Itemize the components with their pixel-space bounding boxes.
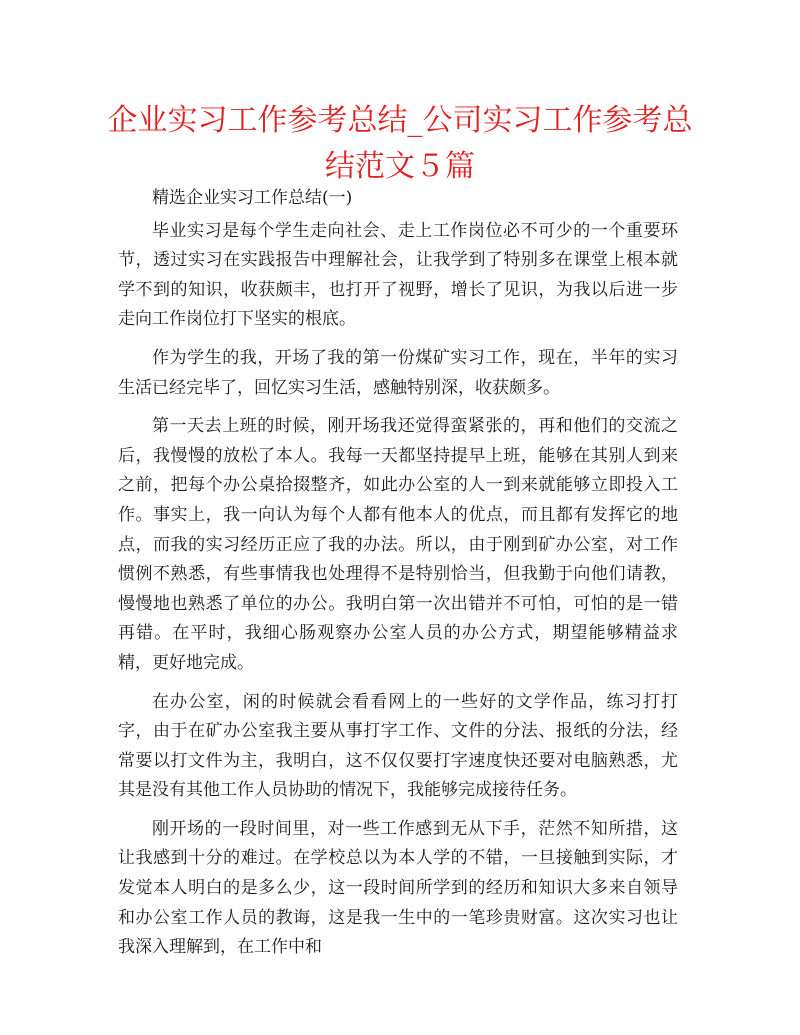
paragraph-3: 第一天去上班的时候，刚开场我还觉得蛮紧张的，再和他们的交流之后，我慢慢的放松了本人。我每一天都坚持提早上班，能够在其别人到来之前，把每个办公桌拾掇整齐，如此办公室的人一到来就能够立即投入工作。事实上，我一向认为每个人都有他本人的优点，而且都有发挥它的地点，而我的实习经历正应了我的办法。所以，由于刚到矿办公室，对工作惯例不熟悉，有些事情我也处理得不是特别恰当，但我勤于向他们请教，慢慢地也熟悉了单位的办公。我明白第一次出错并不可怕，可怕的是一错再错。在平时，我细心肠观察办公室人员的办公方式，期望能够精益求精，更好地完成。 [118, 416, 678, 673]
paragraph-5: 刚开场的一段时间里，对一些工作感到无从下手，茫然不知所措，这让我感到十分的难过。在学校总以为本人学的不错，一旦接触到实际，才发觉本人明白的是多么少，这一段时间所学到的经历和知识大多来自领导和办公室工作人员的教诲，这是我一生中的一笔珍贵财富。这次实习也让我深入理解到，在工作中和 [118, 818, 678, 958]
paragraph-2: 作为学生的我，开场了我的第一份煤矿实习工作，现在，半年的实习生活已经完毕了，回忆实习生活，感触特别深，收获颇多。 [118, 347, 678, 398]
document-title: 企业实习工作参考总结_公司实习工作参考总结范文５篇 [107, 103, 693, 184]
paragraph-1: 毕业实习是每个学生走向社会、走上工作岗位必不可少的一个重要环节，透过实习在实践报告中理解社会，让我学到了特别多在课堂上根本就学不到的知识，收获颇丰，也打开了视野，增长了见识，为我以后进一步走向工作岗位打下坚实的根底。 [118, 220, 678, 330]
paragraph-4: 在办公室，闲的时候就会看看网上的一些好的文学作品，练习打打字，由于在矿办公室我主要从事打字工作、文件的分法、报纸的分法，经常要以打文件为主，我明白，这不仅仅要打字速度快还要对电脑熟悉，尤其是没有其他工作人员协助的情况下，我能够完成接待任务。 [118, 691, 678, 801]
section-subtitle: 精选企业实习工作总结(一) [152, 188, 353, 208]
document-body [118, 184, 678, 963]
